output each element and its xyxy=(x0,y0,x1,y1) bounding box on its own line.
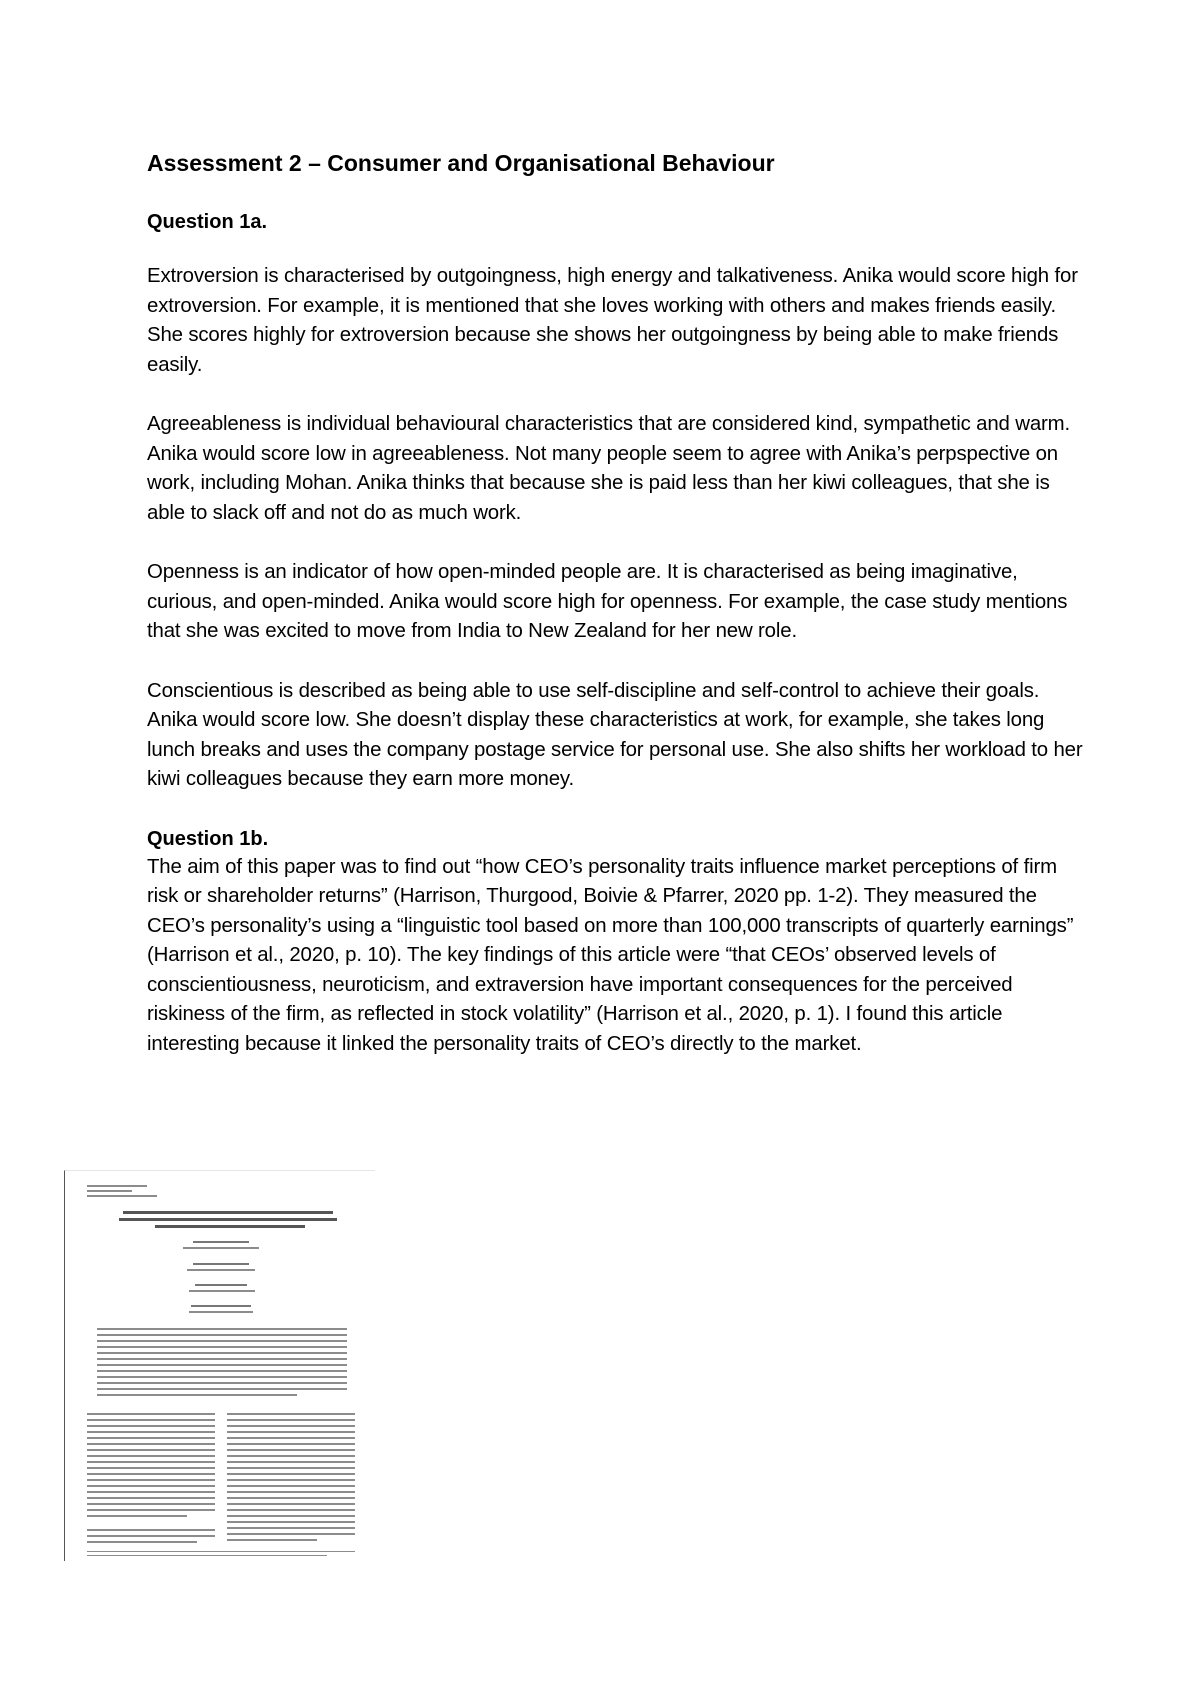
paragraph-extroversion: Extroversion is characterised by outgoingness, high energy and talkativeness. Anika would score high for extroversion. For example, it is mentioned that she loves working with others and makes friends easily. She scores highly for extroversion because she shows her outgoingness by being able to make friends easily. xyxy=(147,265,1078,376)
paragraph-article-summary: The aim of this paper was to find out “how CEO’s personality traits influence market perceptions of firm risk or shareholder returns” (Harrison, Thurgood, Boivie & Pfarrer, 2020 pp. 1-2). They measured the CEO’s personality’s using a “linguistic tool based on more than 100,000 transcripts of quarterly earnings” (Harrison et al., 2020, p. 10). The key findings of this article were “that CEOs’ observed levels of conscientiousness, neuroticism, and extraversion have important consequences for the perceived riskiness of the firm, as reflected in stock volatility” (Harrison et al., 2020, p. 1). I found this article interesting because it linked the personality traits of CEO’s directly to the market. xyxy=(147,855,1074,1055)
article-thumbnail-image xyxy=(64,1170,375,1561)
document-page xyxy=(147,148,1087,1089)
paragraph-conscientious: Conscientious is described as being able to use self-discipline and self-control to achieve their goals. Anika would score low. She doesn’t display these characteristics at work, for example, she takes long lunch breaks and uses the company postage service for personal use. She also shifts her workload to her kiwi colleagues because they earn more money. xyxy=(147,679,1083,790)
question-1a-heading: Question 1a. xyxy=(147,211,268,233)
question-1b-heading: Question 1b. xyxy=(147,827,269,850)
paragraph-agreeableness: Agreeableness is individual behavioural characteristics that are considered kind, sympathetic and warm. Anika would score low in agreeableness. Not many people seem to agree with Anika’s perpspective on work, including Mohan. Anika thinks that because she is paid less than her kiwi colleagues, that she is able to slack off and not do as much work. xyxy=(147,413,1071,524)
document-title: Assessment 2 – Consumer and Organisational Behaviour xyxy=(147,150,775,176)
paragraph-openness: Openness is an indicator of how open-minded people are. It is characterised as being imaginative, curious, and open-minded. Anika would score high for openness. For example, the case study mentions that she was excited to move from India to New Zealand for her new role. xyxy=(147,561,1068,642)
